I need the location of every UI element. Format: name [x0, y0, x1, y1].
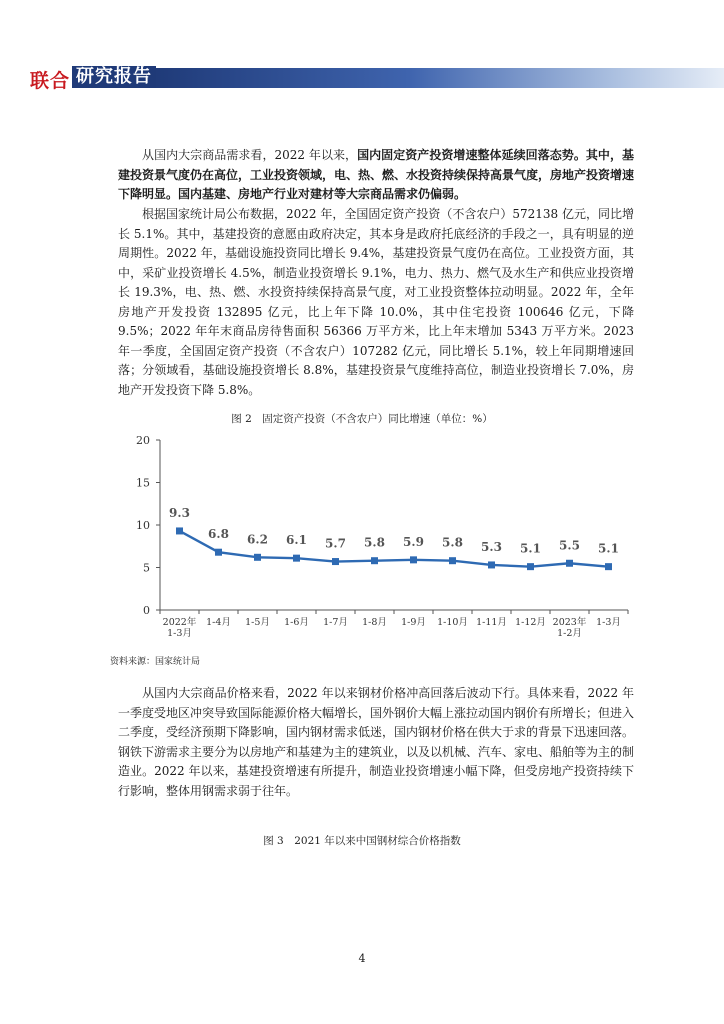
x-tick-label-line: 1-7月 — [323, 617, 348, 628]
data-point — [254, 554, 261, 561]
x-tick-label — [163, 616, 197, 639]
source-note: 资料来源：国家统计局 — [110, 657, 201, 667]
x-tick-label-line: 2023年 — [552, 617, 587, 628]
x-tick-label — [596, 617, 621, 628]
chart-x-ticks — [160, 610, 628, 639]
data-label: 5.8 — [364, 535, 385, 550]
page-number: 4 — [358, 952, 366, 965]
data-label: 6.2 — [247, 532, 268, 547]
data-point — [566, 560, 573, 567]
x-tick-label-line: 1-11月 — [476, 617, 507, 628]
paragraph-1 — [118, 146, 634, 205]
y-tick-label: 0 — [143, 604, 150, 617]
data-point — [176, 527, 183, 534]
data-label: 5.1 — [520, 541, 541, 556]
y-tick-label: 15 — [136, 476, 150, 490]
data-label: 5.7 — [325, 536, 346, 551]
data-label: 5.3 — [481, 539, 502, 554]
x-tick-label-line: 1-10月 — [437, 617, 468, 628]
x-tick-label-line: 1-9月 — [401, 617, 426, 628]
data-point — [410, 556, 417, 563]
y-tick-label: 10 — [136, 519, 150, 532]
data-point — [332, 558, 339, 565]
figure-3-caption: 图 3 2021 年以来中国钢材综合价格指数 — [263, 835, 461, 847]
x-tick-label-line: 1-12月 — [515, 617, 546, 628]
paragraph-3-text: 从国内大宗商品价格来看，2022 年以来钢材价格冲高回落后波动下行。具体来看，2022 年一季度受地区冲突导致国际能源价格大幅增长，国外钢价大幅上涨拉动国内钢价有所增长；但进入二季度，受经济预期下降影响，国内钢材需求低迷，国内钢材价格在供大于求的背景下迅速回落。钢铁下游需求主要分为以房地产和基建为主的建筑业，以及以机械、汽车、家电、船舶等为主的制造业。2022 年以来，基建投资增速有所提升，制造业投资增速小幅下降，但受房地产投资持续下行影响，整体用钢需求弱于往年。 — [118, 686, 635, 798]
paragraph-2-text: 根据国家统计局公布数据，2022 年，全国固定资产投资（不含农户）572138 亿元，同比增长 5.1%。其中，基建投资的意愿由政府决定，其本身是政府托底经济的手段之一，具有明显的逆周期性。2022 年，基础设施投资同比增长 9.4%，基建投资景气度仍在高位。工业投资方面，其中，采矿业投资增长 4.5%，制造业投资增长 9.1%，电力、热力、燃气及水生产和供应业投资增长 19.3%，电、热、燃、水投资持续保持高景气度，对工业投资整体拉动明显。2022 年，全年房地产开发投资 132895 亿元，比上年下降 10.0%，其中住宅投资 100646 亿元，下降 9.5%；2022 年年末商品房待售面积 56366 万平方米，比上年末增加 5343 万平方米。2023 年一季度，全国固定资产投资（不含农户）107282 亿元，同比增长 5.1%，较上年同期增速回落；分领域看，基础设施投资增长 8.8%，基建投资景气度维持高位，制造业投资增长 7.0%，房地产开发投资下降 5.8%。 — [118, 207, 634, 397]
x-tick-label-line: 2022年 — [162, 617, 197, 628]
data-label: 5.9 — [403, 534, 424, 549]
data-point — [293, 555, 300, 562]
data-label: 5.8 — [442, 535, 463, 550]
x-tick-label — [362, 617, 387, 628]
x-tick-label — [476, 617, 507, 628]
y-tick-label: 5 — [143, 561, 150, 575]
x-tick-label-line: 1-3月 — [167, 628, 192, 639]
y-tick-label: 20 — [136, 434, 150, 447]
data-label: 6.8 — [208, 527, 229, 542]
x-tick-label — [437, 617, 468, 628]
chart-points — [176, 527, 612, 570]
data-label: 5.1 — [598, 541, 619, 556]
investment-growth-chart — [118, 430, 638, 645]
data-label: 9.3 — [169, 505, 190, 520]
x-tick-label — [553, 616, 587, 639]
data-point — [527, 563, 534, 570]
paragraph-1-intro: 从国内大宗商品需求看，2022 年以来， — [142, 148, 358, 162]
x-tick-label-line: 1-2月 — [557, 628, 582, 639]
data-point — [215, 549, 222, 556]
x-tick-label — [515, 617, 546, 628]
data-label: 6.1 — [286, 533, 307, 548]
data-label: 5.5 — [559, 538, 580, 553]
data-point — [449, 557, 456, 564]
report-header — [0, 64, 724, 90]
paragraph-3 — [118, 684, 634, 801]
chart-axes — [160, 440, 628, 610]
x-tick-label — [245, 617, 270, 628]
paragraph-1-bold: 国内固定资产投资增速整体延续回落态势。其中，基建投资景气度仍在高位，工业投资领域，电、热、燃、水投资持续保持高景气度，房地产投资增速下降明显。国内基建、房地产行业对建材等大宗商品需求仍偏弱。 — [118, 148, 635, 201]
x-tick-label — [401, 617, 426, 628]
x-tick-label — [323, 617, 348, 628]
brand-name-blue: 研究报告 — [72, 66, 156, 88]
figure-2-caption: 图 2 固定资产投资（不含农户）同比增速（单位：%） — [231, 413, 493, 425]
series-line — [180, 531, 609, 567]
x-tick-label — [206, 617, 231, 628]
data-point — [605, 563, 612, 570]
x-tick-label-line: 1-5月 — [245, 617, 270, 628]
x-tick-label-line: 1-4月 — [206, 617, 231, 628]
data-point — [488, 561, 495, 568]
paragraph-2 — [118, 205, 634, 400]
x-tick-label — [284, 617, 309, 628]
header-gradient-bar — [152, 68, 724, 88]
chart-data-labels — [169, 506, 619, 556]
x-tick-label-line: 1-3月 — [596, 617, 621, 628]
chart-y-ticks — [136, 434, 160, 617]
x-tick-label-line: 1-8月 — [362, 617, 387, 628]
x-tick-label-line: 1-6月 — [284, 617, 309, 628]
brand-name-red: 联合 — [30, 70, 71, 92]
data-point — [371, 557, 378, 564]
